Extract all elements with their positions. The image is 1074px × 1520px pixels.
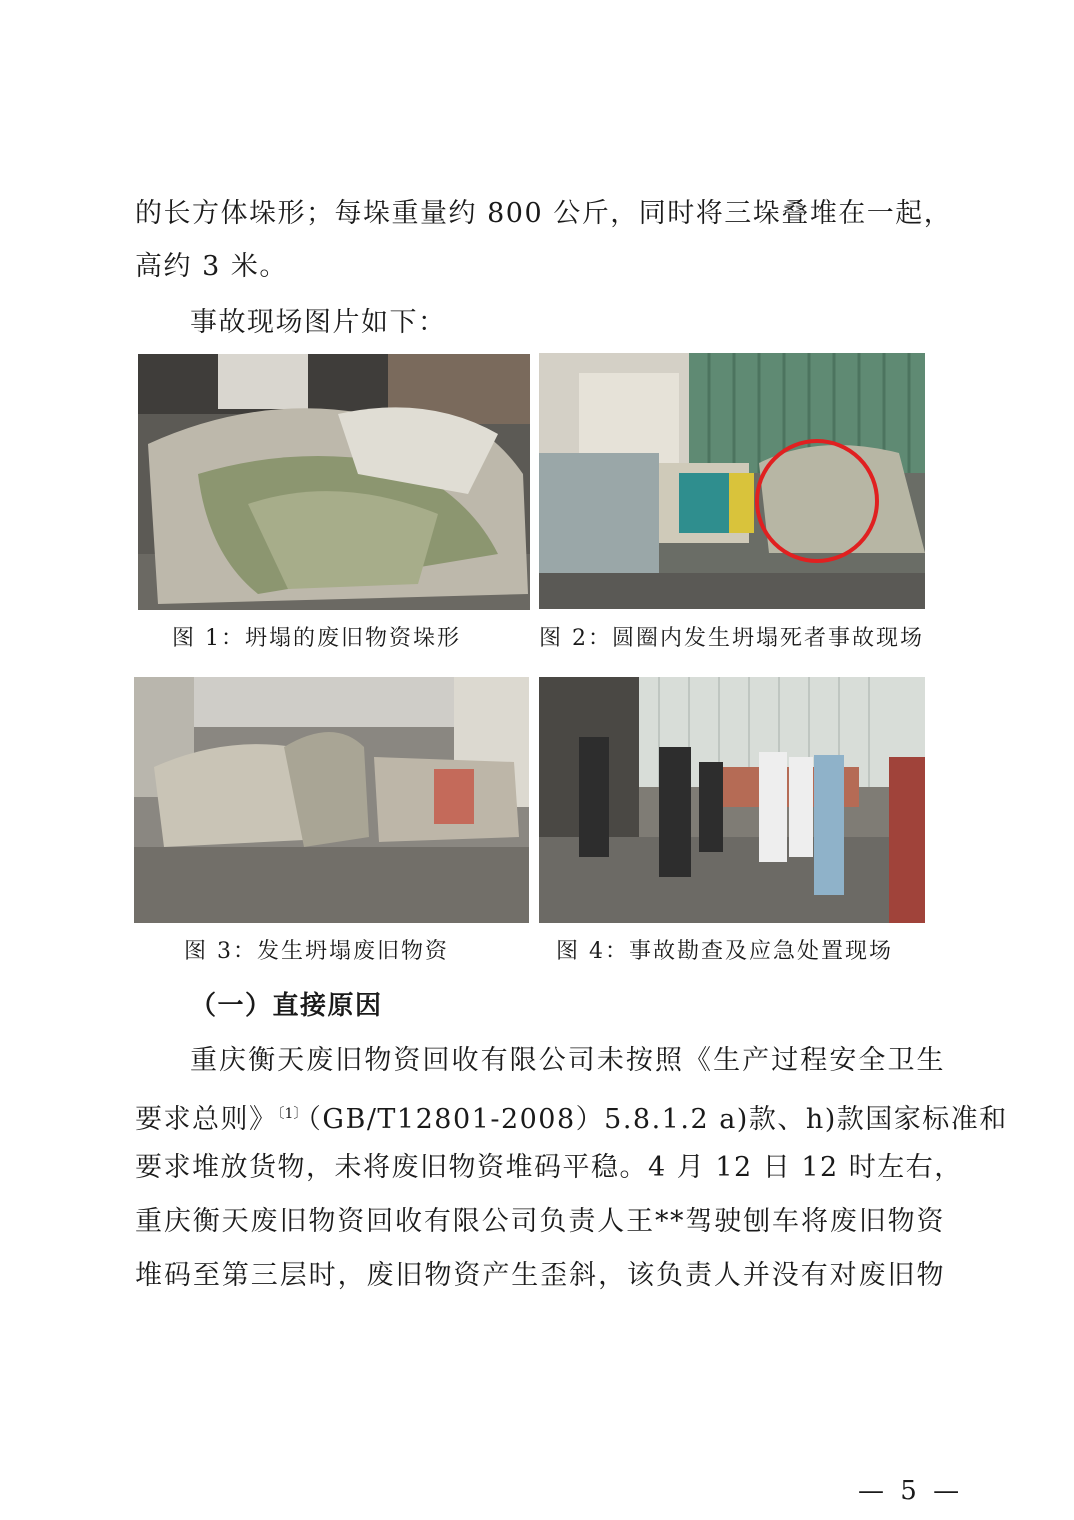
paragraph1-line1: 的长方体垛形；每垛重量约 800 公斤，同时将三垛叠堆在一起， [135,198,953,229]
figure-3-caption: 图 3：发生坍塌废旧物资 [184,939,449,964]
intro-text: 事故现场图片如下： [190,307,447,338]
figure-2-photo [539,353,925,609]
page-number: — 5 — [858,1476,964,1506]
paragraph1-line2: 高约 3 米。 [135,251,288,282]
standard-title-end: 要求总则》 [135,1104,278,1135]
section-heading: （一）直接原因 [190,991,383,1021]
standard-code-text: （GB/T12801-2008）5.8.1.2 a)款、h)款国家标准和 [307,1104,1008,1135]
reference-marker[interactable]: 〔1〕 [277,1106,308,1122]
figure-3-photo [134,677,529,923]
figure-4-photo [539,677,925,923]
paragraph2-line4: 重庆衡天废旧物资回收有限公司负责人王**驾驶刨车将废旧物资 [135,1206,945,1237]
paragraph2-line3: 要求堆放货物，未将废旧物资堆码平稳。4 月 12 日 12 时左右， [135,1152,963,1183]
figure-1-photo [138,354,530,610]
figure-2-caption: 图 2：圆圈内发生坍塌死者事故现场 [539,626,924,651]
figure-1-caption: 图 1：坍塌的废旧物资垛形 [172,626,461,651]
paragraph2-line5: 堆码至第三层时，废旧物资产生歪斜，该负责人并没有对废旧物 [135,1260,945,1291]
paragraph2-line2 [135,1094,1008,1140]
figure-4-caption: 图 4：事故勘查及应急处置现场 [556,939,893,964]
paragraph2-line1: 重庆衡天废旧物资回收有限公司未按照《生产过程安全卫生 [190,1045,945,1076]
